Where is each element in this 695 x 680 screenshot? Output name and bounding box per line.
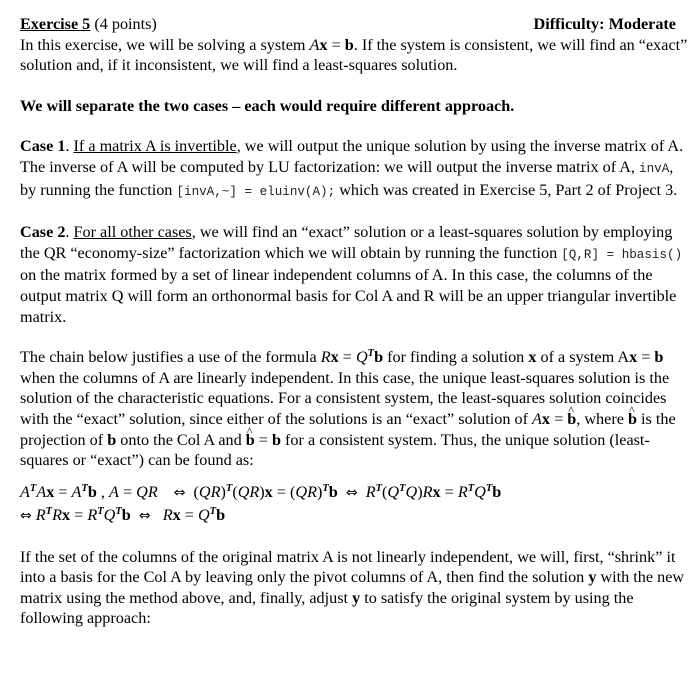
case1-text-2: , by running the function — [20, 157, 674, 199]
case2-text-1: , we will find an “exact” solution or a least-squares solution by employing the QR “economy-size” factorization which we will obtain by running the function — [20, 223, 673, 262]
intro-text-1: In this exercise, we will be solving a system — [20, 35, 310, 54]
chain-text-5: , where — [576, 409, 628, 428]
final-text-2: with the new matrix using the method above, and, finally, adjust — [20, 568, 685, 607]
chain-text-1: The chain below justifies a use of the formula — [20, 348, 321, 367]
case2-paragraph: Case 2. For all other cases, we will find an “exact” solution or a least-squares solution by employing the QR “economy-size” factorization which we will obtain by running the function [Q,R] = hbasis() on the matrix formed by a set of linear independent columns of A. In this case, the columns of the output matrix Q will form an orthonormal basis for Col A and R will be an upper triangular invertible matrix. — [20, 223, 683, 326]
case1-text-3: which was created in Exercise 5, Part 2 of Project 3. — [335, 180, 678, 199]
chain-text-4: when the columns of A are linearly independent. In this case, the unique least-squares solution is the solution of the characteristic equations. For a consistent system, the least-squares solution coincides with the “exact” solution, since either of the solutions is an “exact” solution of — [20, 368, 670, 428]
equation-line-1: $A^TAx = A^Tb$ , A = QR ⇔ (QR)$^T$(QR)x = (QR)$^T$b ⇔ $R^T(Q^TQ)Rx = R^TQ^Tb$ — [20, 482, 502, 501]
intro-text-2: . If the system is consistent, we will find an “exact” solution and, if it inconsistent, we will find a least-squares solution. — [20, 35, 688, 75]
case1-code-invA: invA — [639, 161, 670, 176]
final-y-1: y — [588, 568, 597, 587]
exercise-points: (4 points) — [94, 15, 157, 33]
case1-text-1: , we will output the unique solution by using the inverse matrix of A. The inverse of A will be computed by LU factorization: we will output the inverse matrix of A, — [20, 137, 684, 176]
case1-label: Case 1 — [20, 137, 66, 156]
exercise-title: Exercise 5 — [20, 15, 91, 33]
chain-text-7: onto the Col A and — [116, 430, 246, 449]
chain-text-6: is the projection of — [20, 409, 676, 449]
equation-chain — [20, 481, 688, 527]
chain-text-8: for a consistent system. Thus, the unique solution (least-squares or “exact”) can be found as: — [20, 430, 650, 470]
final-paragraph — [20, 547, 688, 629]
chain-text-3: of a system — [536, 348, 618, 367]
chain-paragraph: The chain below justifies a use of the formula $Rx = Q^Tb$ for finding a solution x of a system Ax = b when the columns of A are linearly independent. In this case, the unique least-squares solution is the solution of the characteristic equations. For a consistent system, the least-squares solution coincides with the “exact” solution, since either of the solutions is an “exact” solution of Ax = ^ b, where ^ b is the projection of b onto the Col A and ^ b = b for a consistent system. Thus, the unique solution (least-squares or “exact”) can be found as: — [20, 347, 688, 471]
equation-line-2: ⇔ $R^TRx = R^TQ^Tb$ ⇔ $Rx = Q^Tb$ — [20, 505, 226, 524]
exercise-title-line — [20, 14, 157, 35]
final-y-2: y — [352, 588, 361, 607]
difficulty-label: Difficulty: Moderate — [533, 15, 676, 33]
case1-condition: If a matrix A is invertible — [73, 137, 237, 156]
case2-condition: For all other cases — [73, 223, 192, 242]
chain-text-2: for finding a solution — [383, 348, 529, 367]
document-page — [20, 14, 688, 629]
exercise-header — [20, 14, 688, 35]
case2-code-hbasis: [Q,R] = hbasis() — [561, 247, 683, 262]
case2-text-2: on the matrix formed by a set of linear independent columns of A. In this case, the columns of the output matrix Q will form an orthonormal basis for Col A and R will be an upper triangular invertible matrix. — [20, 266, 677, 326]
final-text-3: to satisfy the original system by using the following approach: — [20, 588, 634, 628]
case1-code-eluinv: [invA,~] = eluinv(A); — [176, 184, 336, 199]
equation-Ax-b: A — [309, 35, 320, 54]
final-text-1: If the set of the columns of the original matrix A is not linearly independent, we will, first, “shrink” it into a basis for the Col A by leaving only the pivot columns of A, then find the solution — [20, 547, 676, 587]
case1-paragraph: Case 1. If a matrix A is invertible, we will output the unique solution by using the inverse matrix of A. The inverse of A will be computed by LU factorization: we will output the inverse matrix of A, invA, by running the function [invA,~] = eluinv(A); which was created in Exercise 5, Part 2 of Project 3. — [20, 137, 684, 199]
intro-paragraph: In this exercise, we will be solving a system Ax = b. If the system is consistent, we will find an “exact” solution and, if it inconsistent, we will find a least-squares solution. — [20, 35, 688, 75]
cases-heading: We will separate the two cases – each would require different approach. — [20, 96, 515, 115]
case2-label: Case 2 — [20, 223, 66, 242]
